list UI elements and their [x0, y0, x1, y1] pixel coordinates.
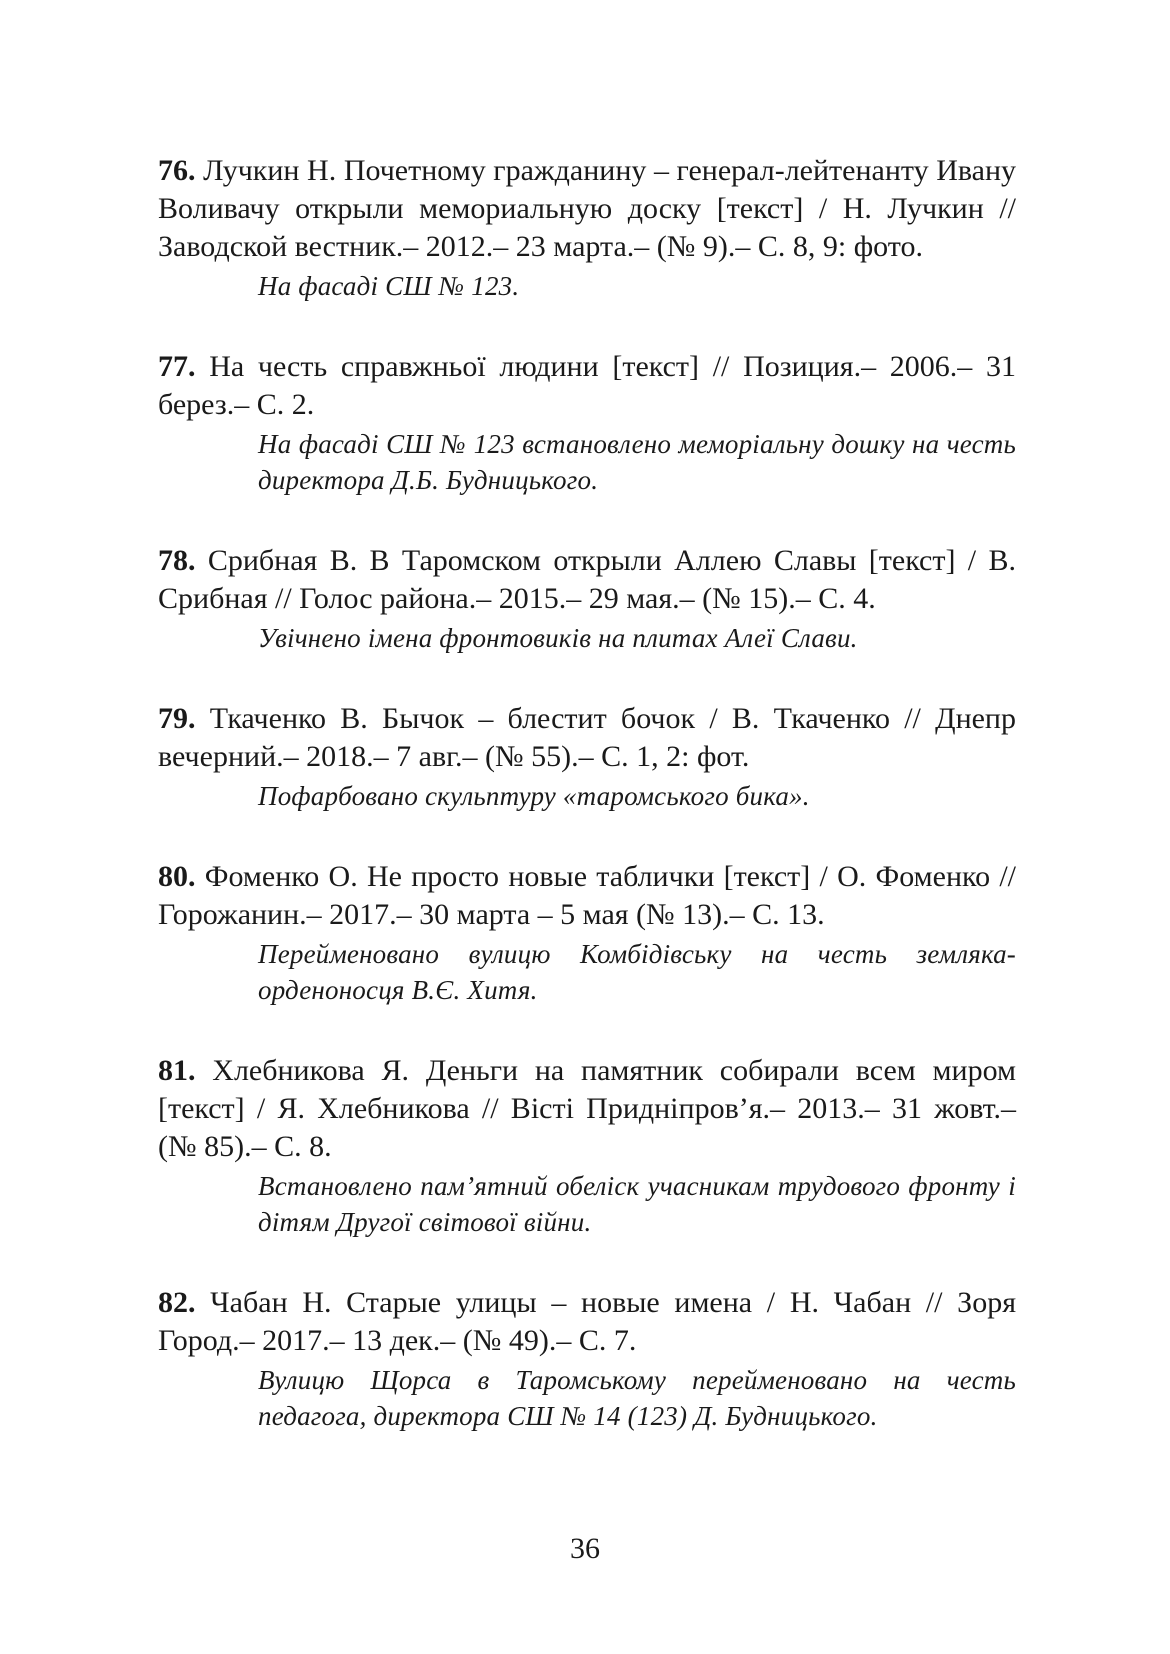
- entry-citation-text: Хлебникова Я. Деньги на памятник собирали всем миром [текст] / Я. Хлебникова // Вісті Придніпров’я.– 2013.– 31 жовт.– (№ 85).– С. 8.: [158, 1054, 1016, 1163]
- entry-citation: [158, 1052, 1016, 1166]
- entry-annotation: Пофарбовано скульптуру «таромського бика».: [258, 781, 810, 811]
- page-number: 36: [570, 1532, 600, 1565]
- entry-citation: [158, 348, 1016, 424]
- bibliography-entry-76: [158, 152, 1016, 304]
- bibliography-entry-79: [158, 700, 1016, 814]
- entry-number: 80.: [158, 860, 196, 893]
- bibliography-entry-80: [158, 858, 1016, 1008]
- bibliography-entry-78: [158, 542, 1016, 656]
- entry-citation-text: Лучкин Н. Почетному гражданину – генерал-лейтенанту Ивану Воливачу открыли мемориальную доску [текст] / Н. Лучкин // Заводской вестник.– 2012.– 23 марта.– (№ 9).– С. 8, 9: фото.: [158, 154, 1016, 263]
- bibliography-entry-77: [158, 348, 1016, 498]
- bibliography-page: [158, 152, 1016, 1478]
- entry-number: 76.: [158, 154, 196, 187]
- entry-citation-text: На честь справжньої людини [текст] // Позиция.– 2006.– 31 берез.– С. 2.: [158, 350, 1016, 421]
- entry-number: 79.: [158, 702, 196, 735]
- entry-annotation: Перейменовано вулицю Комбідівську на честь земляка-орденоносця В.Є. Хитя.: [258, 939, 1016, 1005]
- entry-annotation: На фасаді СШ № 123 встановлено меморіальну дошку на честь директора Д.Б. Будницького.: [258, 429, 1016, 495]
- entry-citation-text: Ткаченко В. Бычок – блестит бочок / В. Ткаченко // Днепр вечерний.– 2018.– 7 авг.– (№ 55).– С. 1, 2: фот.: [158, 702, 1016, 773]
- entry-citation: [158, 1284, 1016, 1360]
- entry-annotation: Увічнено імена фронтовиків на плитах Алеї Слави.: [258, 623, 858, 653]
- entry-number: 77.: [158, 350, 196, 383]
- entry-citation: [158, 858, 1016, 934]
- entry-citation-text: Чабан Н. Старые улицы – новые имена / Н. Чабан // Зоря Город.– 2017.– 13 дек.– (№ 49).– С. 7.: [158, 1286, 1016, 1357]
- entry-citation: [158, 700, 1016, 776]
- entry-number: 82.: [158, 1286, 196, 1319]
- entry-citation-text: Фоменко О. Не просто новые таблички [текст] / О. Фоменко // Горожанин.– 2017.– 30 марта – 5 мая (№ 13).– С. 13.: [158, 860, 1016, 931]
- bibliography-entry-82: [158, 1284, 1016, 1434]
- entry-annotation: Встановлено пам’ятний обеліск учасникам трудового фронту і дітям Другої світової війни.: [258, 1171, 1016, 1237]
- entry-citation-text: Срибная В. В Таромском открыли Аллею Славы [текст] / В. Срибная // Голос района.– 2015.– 29 мая.– (№ 15).– С. 4.: [158, 544, 1016, 615]
- bibliography-entry-81: [158, 1052, 1016, 1240]
- entry-citation: [158, 152, 1016, 266]
- entry-number: 81.: [158, 1054, 196, 1087]
- entry-annotation: На фасаді СШ № 123.: [258, 271, 520, 301]
- entry-citation: [158, 542, 1016, 618]
- entry-number: 78.: [158, 544, 196, 577]
- entry-annotation: Вулицю Щорса в Таромському перейменовано на честь педагога, директора СШ № 14 (123) Д. Будницького.: [258, 1365, 1016, 1431]
